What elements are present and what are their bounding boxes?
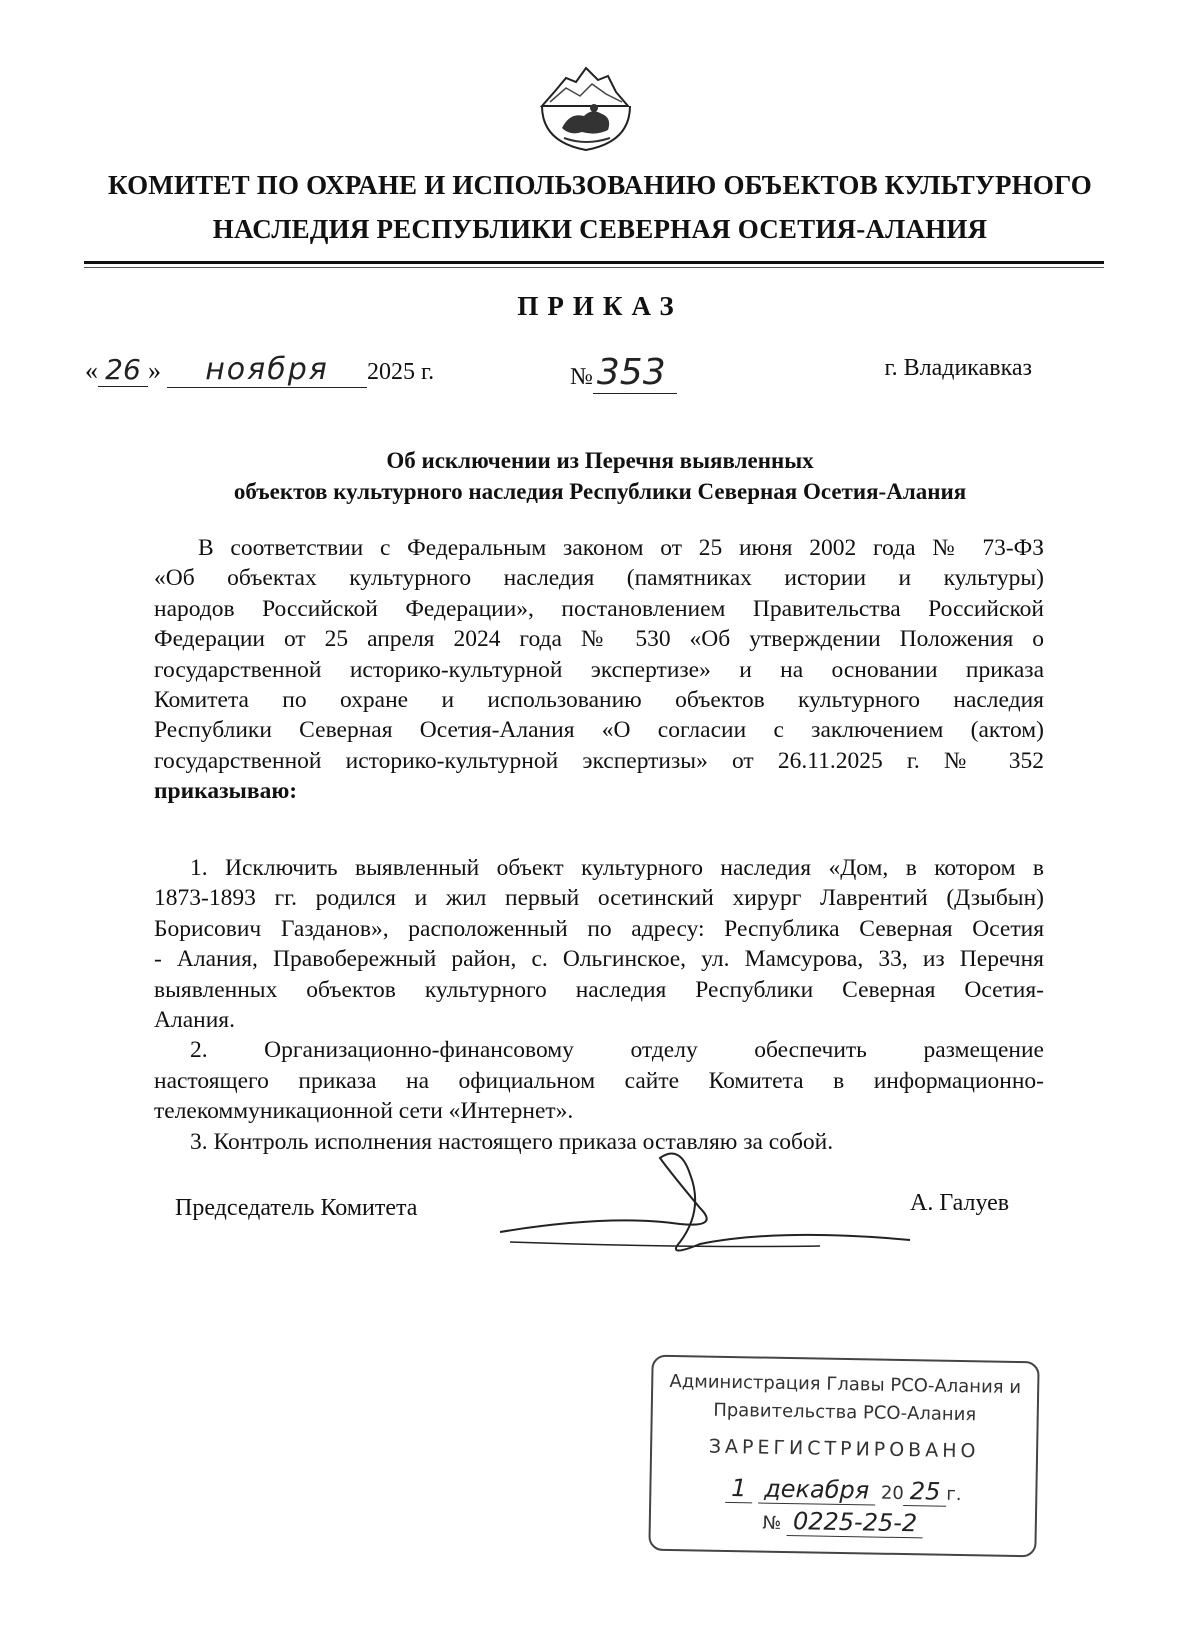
header-divider xyxy=(84,261,1104,264)
stamp-year-prefix: 20 xyxy=(880,1482,905,1505)
item-line: телекоммуникационной сети «Интернет». xyxy=(154,1098,574,1125)
stamp-line1: Администрация Главы РСО-Алания и xyxy=(669,1370,1022,1399)
item-line: Борисович Газданов», расположенный по адресу: Республика Северная Осетия xyxy=(154,915,1044,942)
signer-name: А. Галуев xyxy=(910,1190,1010,1216)
item-line: выявленных объектов культурного наследия Республики Северная Осетия- xyxy=(154,976,1044,1003)
stamp-day: 1 xyxy=(725,1474,753,1503)
document-title: ПРИКАЗ xyxy=(517,291,683,321)
item-line: - Алания, Правобережный район, с. Ольгинское, ул. Мамсурова, 33, из Перечня xyxy=(154,946,1044,973)
handwritten-signature xyxy=(490,1148,920,1268)
preamble-line: Республики Северная Осетия-Алания «О согласии с заключением (актом) xyxy=(154,717,1044,744)
item-line: Алания. xyxy=(154,1006,235,1033)
document-number xyxy=(570,352,677,394)
stamp-registered: ЗАРЕГИСТРИРОВАНО xyxy=(708,1435,980,1463)
registration-stamp xyxy=(648,1355,1039,1558)
organization-name-line1: КОМИТЕТ ПО ОХРАНЕ И ИСПОЛЬЗОВАНИЮ ОБЪЕКТОВ КУЛЬТУРНОГО xyxy=(107,170,1092,200)
item-line: 1. Исключить выявленный объект культурного наследия «Дом, в котором в xyxy=(190,855,1044,881)
organization-name-line2: НАСЛЕДИЯ РЕСПУБЛИКИ СЕВЕРНАЯ ОСЕТИЯ-АЛАНИЯ xyxy=(212,214,988,244)
item-line: 2. Организационно-финансовому отделу обеспечить размещение xyxy=(190,1037,1044,1064)
stamp-year-unit: г. xyxy=(946,1483,962,1506)
number-label: № xyxy=(570,364,593,390)
date-month: ноября xyxy=(167,352,367,388)
stamp-number-label: № xyxy=(762,1512,782,1534)
document-date: « 26 » ноября 2025 г. xyxy=(85,352,435,387)
signer-position: Председатель Комитета xyxy=(175,1195,418,1221)
document-city: г. Владикавказ xyxy=(884,355,1032,381)
number-value: 353 xyxy=(593,352,677,394)
preamble-line: В соответствии с Федеральным законом от 25 июня 2002 года № 73-ФЗ xyxy=(198,535,1044,561)
preamble-line: Федерации от 25 апреля 2024 года № 530 «Об утверждении Положения о xyxy=(154,626,1044,653)
subject-line1: Об исключении из Перечня выявленных xyxy=(386,448,814,473)
preamble-paragraph xyxy=(154,533,1044,807)
subject-line2: объектов культурного наследия Республики Северная Осетия-Алания xyxy=(233,479,967,504)
preamble-line: Комитета по охране и использованию объектов культурного наследия xyxy=(154,686,1044,713)
coat-of-arms-icon xyxy=(536,62,636,154)
stamp-number-value: 0225-25-2 xyxy=(787,1507,924,1538)
stamp-line2: Правительства РСО-Алания xyxy=(713,1399,977,1426)
preamble-line: государственной историко-культурной экспертизы» от 26.11.2025 г. № 352 xyxy=(154,747,1044,774)
item-line: 1873-1893 гг. родился и жил первый осетинский хирург Лаврентий (Дзыбын) xyxy=(154,885,1044,912)
item-line: настоящего приказа на официальном сайте Комитета в информационно- xyxy=(154,1067,1044,1094)
order-items xyxy=(154,853,1044,1157)
preamble-line: «Об объектах культурного наследия (памятниках истории и культуры) xyxy=(154,565,1044,592)
item-line: 3. Контроль исполнения настоящего приказа оставляю за собой. xyxy=(190,1128,834,1155)
stamp-date xyxy=(651,1473,1035,1509)
header-divider-thin xyxy=(84,267,1104,268)
date-year: 2025 г. xyxy=(367,359,435,385)
stamp-year-suffix: 25 xyxy=(904,1477,947,1507)
preamble-line: государственной историко-культурной экспертизе» и на основании приказа xyxy=(154,656,1044,683)
stamp-month: декабря xyxy=(758,1475,876,1506)
date-day: 26 xyxy=(98,353,148,387)
stamp-number xyxy=(651,1505,1035,1541)
order-word: приказываю: xyxy=(154,778,298,805)
preamble-line: народов Российской Федерации», постановлением Правительства Российской xyxy=(154,595,1044,622)
